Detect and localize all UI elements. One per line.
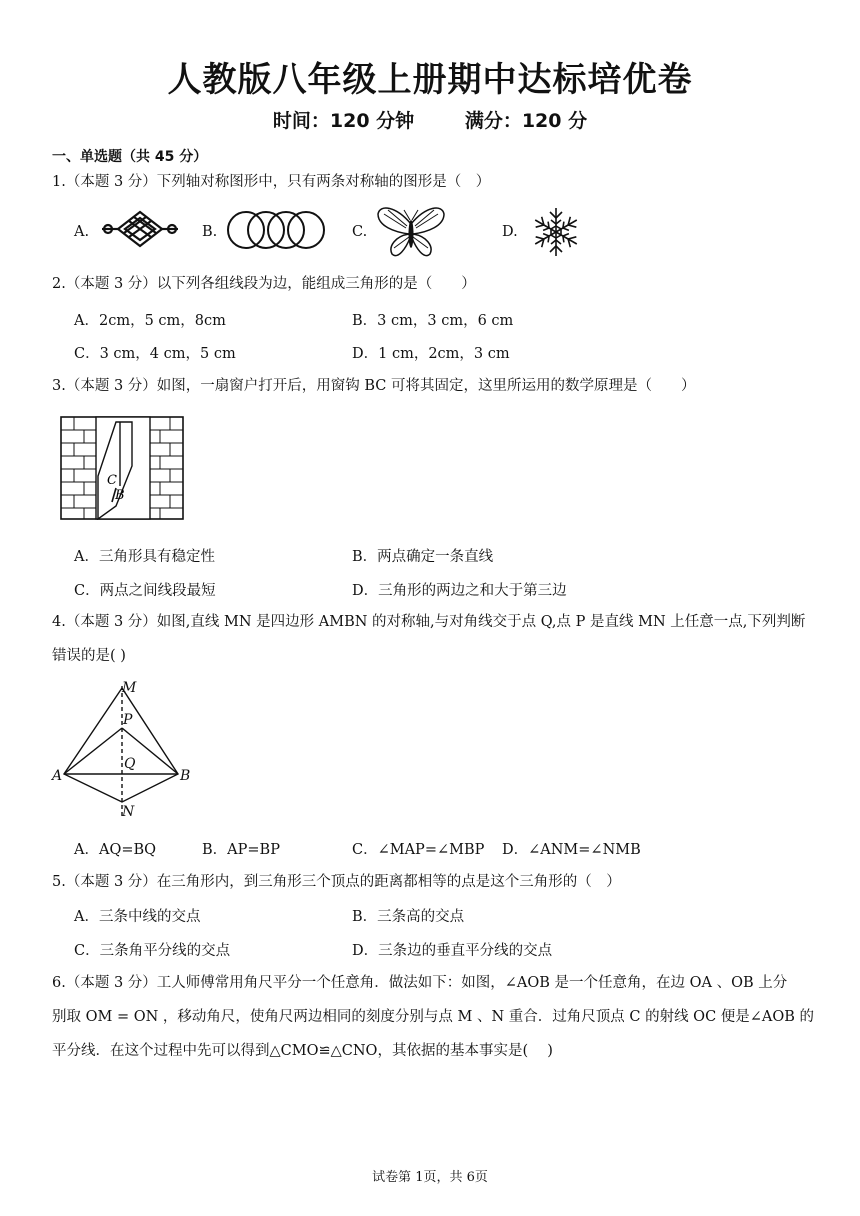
q1-option-c-label: C.	[352, 224, 368, 240]
chinese-knot-figure	[100, 208, 180, 250]
full-score: 满分：120 分	[464, 110, 588, 132]
q3-option-a: A．三角形具有稳定性	[74, 549, 215, 565]
question-6-line3: 平分线．在这个过程中先可以得到△CMO≌△CNO，其依据的基本事实是( )	[52, 1043, 553, 1059]
q5-option-a: A．三条中线的交点	[74, 909, 201, 925]
question-5-stem: 5.（本题 3 分）在三角形内，到三角形三个顶点的距离都相等的点是这个三角形的（ ）	[52, 874, 621, 890]
q4-option-b: B．AP=BP	[202, 842, 280, 858]
page-title: 人教版八年级上册期中达标培优卷	[167, 60, 693, 100]
question-6-line2: 别取 OM = ON ，移动角尺，使角尺两边相同的刻度分别与点 M 、N 重合．过角尺顶点 C 的射线 OC 便是∠AOB 的	[52, 1009, 815, 1025]
q2-option-c: C．3 cm，4 cm，5 cm	[74, 346, 236, 362]
q1-option-a-label: A.	[74, 224, 90, 240]
label-q: Q	[124, 756, 136, 772]
snowflake-figure	[528, 204, 584, 260]
label-c: C	[107, 473, 117, 488]
q2-option-a: A．2cm，5 cm，8cm	[74, 313, 226, 329]
q4-option-a: A．AQ=BQ	[74, 842, 157, 858]
quadrilateral-figure	[50, 676, 198, 824]
q2-option-b: B．3 cm，3 cm，6 cm	[352, 313, 514, 329]
question-2-stem: 2.（本题 3 分）以下列各组线段为边，能组成三角形的是（ ）	[52, 276, 476, 292]
q4-option-c: C．∠MAP=∠MBP	[352, 842, 485, 858]
q2-option-d: D．1 cm，2cm，3 cm	[352, 346, 510, 362]
q5-option-d: D．三条边的垂直平分线的交点	[352, 943, 553, 959]
exam-info	[0, 106, 860, 133]
q3-option-d: D．三角形的两边之和大于第三边	[352, 583, 567, 599]
q1-option-d-label: D.	[502, 224, 518, 240]
q5-option-b: B．三条高的交点	[352, 909, 465, 925]
q4-option-d: D．∠ANM=∠NMB	[502, 842, 641, 858]
question-1-stem: 1.（本题 3 分）下列轴对称图形中，只有两条对称轴的图形是（ ）	[52, 174, 491, 190]
time-limit: 时间：120 分钟	[272, 110, 415, 132]
label-m: M	[122, 680, 137, 696]
question-6-line1: 6.（本题 3 分）工人师傅常用角尺平分一个任意角．做法如下：如图，∠AOB 是一个任意角，在边 OA 、OB 上分	[52, 975, 788, 991]
q3-option-b: B．两点确定一条直线	[352, 549, 494, 565]
olympic-rings-figure	[224, 208, 326, 252]
page-footer: 试卷第 1页，共 6页	[372, 1170, 488, 1185]
q1-option-b-label: B.	[202, 224, 218, 240]
section-heading: 一、单选题（共 45 分）	[52, 149, 208, 165]
label-a: A	[52, 768, 63, 784]
q3-option-c: C．两点之间线段最短	[74, 583, 216, 599]
label-p: P	[123, 712, 133, 728]
label-b: B	[180, 768, 191, 784]
question-4-stem-line2: 错误的是( )	[52, 648, 126, 664]
butterfly-figure	[376, 204, 446, 260]
label-b: B	[115, 488, 125, 503]
label-n: N	[122, 804, 135, 820]
window-figure	[60, 416, 184, 520]
q5-option-c: C．三条角平分线的交点	[74, 943, 231, 959]
question-4-stem-line1: 4.（本题 3 分）如图,直线 MN 是四边形 AMBN 的对称轴,与对角线交于点 Q,点 P 是直线 MN 上任意一点,下列判断	[52, 614, 806, 630]
question-3-stem: 3.（本题 3 分）如图，一扇窗户打开后，用窗钩 BC 可将其固定，这里所运用的数学原理是（ ）	[52, 378, 696, 394]
